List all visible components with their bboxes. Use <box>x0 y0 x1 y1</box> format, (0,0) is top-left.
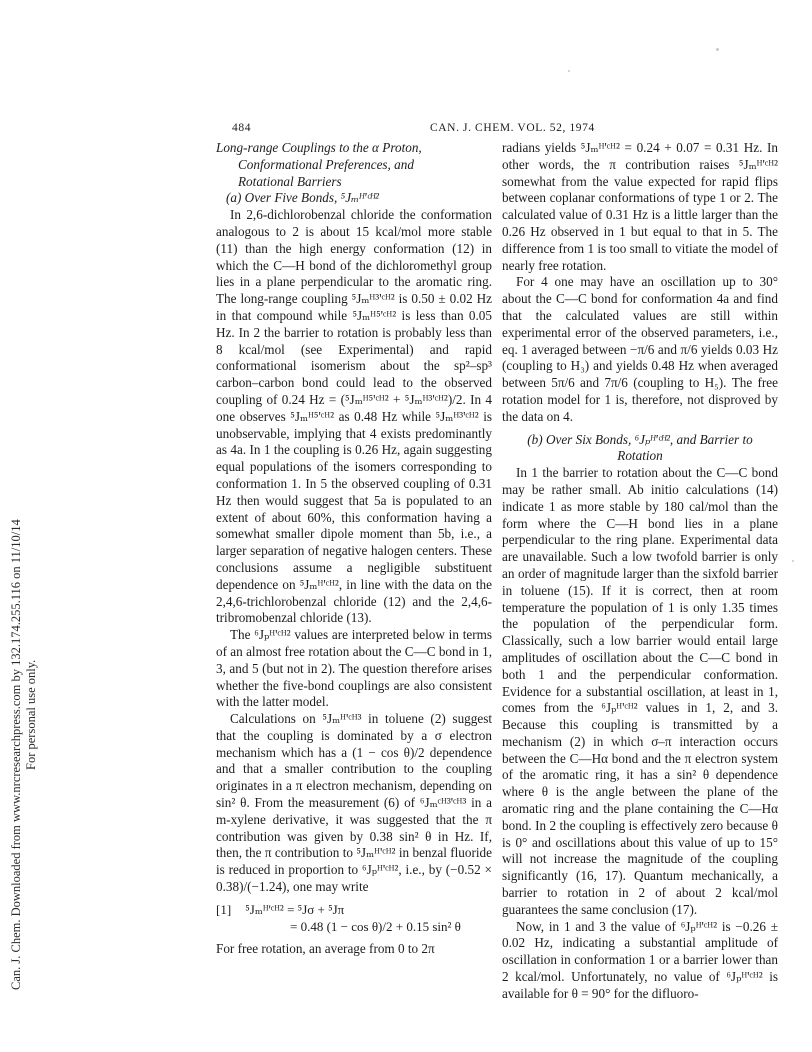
download-notice <box>6 210 40 990</box>
section-heading <box>216 140 492 190</box>
body-paragraph: The ⁶Jₚᴴ'ᶜᴴ² values are interpreted below in terms of an almost free rotation about the C—C bond in 1, 3, and 5 (but not in 2). The question therefore arises whether the five-bond couplings are also consistent with the latter model. <box>216 627 492 710</box>
body-paragraph: For free rotation, an average from 0 to 2π <box>216 941 435 957</box>
page-number: 484 <box>232 122 252 134</box>
equation-number: [1] <box>216 901 232 917</box>
running-head <box>232 122 776 138</box>
body-paragraph: Now, in 1 and 3 the value of ⁶Jₚᴴ'ᶜᴴ² is −0.26 ± 0.02 Hz, indicating a substantial amplitude of oscillation in conformation 1 or a barrier lower than 2 kcal/mol. Unfortunately, no value of ⁶Jₚᴴ'ᶜᴴ² is available for θ = 90° for the difluoro- <box>502 918 778 1001</box>
section-heading-line1: Long-range Couplings to the α Proton, <box>216 140 422 155</box>
subsection-b-heading <box>502 432 778 466</box>
download-notice-svg <box>6 210 40 990</box>
equation-1 <box>216 902 492 936</box>
body-paragraph: In 2,6-dichlorobenzal chloride the conformation analogous to 2 is about 15 kcal/mol more stable (11) than the high energy conformation (12) in which the C—H bond of the dichloromethyl group lies in a plane perpendicular to the aromatic ring. The long-range coupling ⁵Jₘᴴ³'ᶜᴴ² is 0.50 ± 0.02 Hz in that compound while ⁵Jₘᴴ⁵'ᶜᴴ² is less than 0.05 Hz. In 2 the barrier to rotation is probably less than 8 kcal/mol (see Experimental) and rapid conformational isomerism about the sp²–sp³ carbon–carbon bond could lead to the observed coupling of 0.24 Hz = (⁵Jₘᴴ⁵'ᶜᴴ² + ⁵Jₘᴴ³'ᶜᴴ²)/2. In 4 one observes ⁵Jₘᴴ⁵'ᶜᴴ² as 0.48 Hz while ⁵Jₘᴴ³'ᶜᴴ² is unobservable, implying that 4 exists predominantly as 4a. In 1 the coupling is 0.26 Hz, again suggesting equal populations of the isomers corresponding to conformation 1. In 5 the observed coupling of 0.31 Hz then would suggest that 5a is populated to an extent of about 60%, this conformation having a somewhat smaller dipole moment than 5b, i.e., a larger separation of negative halogen centers. These conclusions assume a negligible substituent dependence on ⁵Jₘᴴ'ᶜᴴ², in line with the data on the 2,4,6-trichlorobenzal chloride (12) and the 2,4,6-tribromobenzal chloride (13). <box>216 207 492 626</box>
right-column <box>502 140 778 1003</box>
download-notice-line1: Can. J. Chem. Downloaded from www.nrcresearchpress.com by 132.174.255.116 on 11/10/14 <box>9 519 23 990</box>
download-notice-line2: For personal use only. <box>24 659 38 770</box>
section-heading-line2: Conformational Preferences, and <box>238 156 414 172</box>
body-paragraph: radians yields ⁵Jₘᴴ'ᶜᴴ² = 0.24 + 0.07 = 0.31 Hz. In other words, the π contribution raises ⁵Jₘᴴ'ᶜᴴ² somewhat from the value expected for rapid flips between coplanar conformations of type 1 or 2. The calculated value of 0.31 Hz is a little larger than the 0.26 Hz observed in 1 but equal to that in 5. The difference from 1 is too small to vitiate the model of nearly free rotation. <box>502 140 778 273</box>
equation-line2: = 0.48 (1 − cos θ)/2 + 0.15 sin² θ <box>290 918 461 934</box>
subsection-b-heading-line2: Rotation <box>617 448 663 464</box>
body-paragraph: Calculations on ⁵Jₘᴴ'ᶜᴴ³ in toluene (2) suggest that the coupling is dominated by a σ electron mechanism which has a (1 − cos θ)/2 dependence and that a smaller contribution to the coupling originates in a π electron mechanism, depending on sin² θ. From the measurement (6) of ⁶Jₘᶜᴴ³'ᶜᴴ³ in a m-xylene derivative, it was suggested that the π contribution was given by 0.38 sin² θ in Hz. If, then, the π contribution to ⁵Jₘᴴ'ᶜᴴ² in benzal fluoride is reduced in proportion to ⁶Jₚᴴ'ᶜᴴ², i.e., by (−0.52 × 0.38)/(−1.24), one may write <box>216 711 492 895</box>
journal-citation: CAN. J. CHEM. VOL. 52, 1974 <box>430 122 595 134</box>
body-paragraph: For 4 one may have an oscillation up to 30° about the C—C bond for conformation 4a and find that the calculated values are still within experimental error of the observed parameters, i.e., eq. 1 averaged between −π/6 and π/6 yields 0.03 Hz (coupling to H₃) and yields 0.48 Hz when averaged between 5π/6 and 7π/6 (coupling to H₅). The free rotation model for 1 is, therefore, not disproved by the data on 4. <box>502 274 778 424</box>
subsection-b-heading-line1: (b) Over Six Bonds, ⁶Jₚᴴ'ᶜᴴ², and Barrier to <box>527 431 753 447</box>
subsection-a-heading: (a) Over Five Bonds, ⁵Jₘᴴ'ᶜᴴ² <box>226 190 379 206</box>
section-heading-line3: Rotational Barriers <box>238 173 342 189</box>
scan-speck <box>792 560 794 562</box>
equation-line1: ⁵Jₘᴴ'ᶜᴴ² = ⁵Jσ + ⁵Jπ <box>245 901 345 917</box>
left-column <box>216 140 492 958</box>
body-paragraph: In 1 the barrier to rotation about the C—C bond may be rather small. Ab initio calculations (14) indicate 1 as more stable by 180 cal/mol than the form where the C—H bond lies in a plane perpendicular to the ring plane. Experimental data are unavailable. Such a low twofold barrier is only an order of magnitude larger than the sixfold barrier in toluene (15). If it is correct, then at room temperature the population of 1 is only 1.35 times the population of the perpendicular form. Classically, such a low barrier would entail large amplitudes of oscillation about the C—C bond in both 1 and the perpendicular conformation. Evidence for a substantial oscillation, at least in 1, comes from the ⁶Jₚᴴ'ᶜᴴ² values in 1, 2, and 3. Because this coupling is transmitted by a mechanism (2) in which σ–π interaction occurs between the C—Hα bond and the π electron system of the aromatic ring, it has a sin² θ dependence where θ is the angle between the plane of the aromatic ring and the plane containing the C—Hα bond. In 2 the coupling is effectively zero because θ is 0° and oscillations about this value of up to 15° will not increase the magnitude of the coupling significantly (16, 17). Quantum mechanically, a barrier to rotation in 2 of about 2 kcal/mol guarantees the same conclusion (17). <box>502 465 778 917</box>
scan-speck <box>568 70 570 72</box>
scan-speck <box>716 48 719 51</box>
